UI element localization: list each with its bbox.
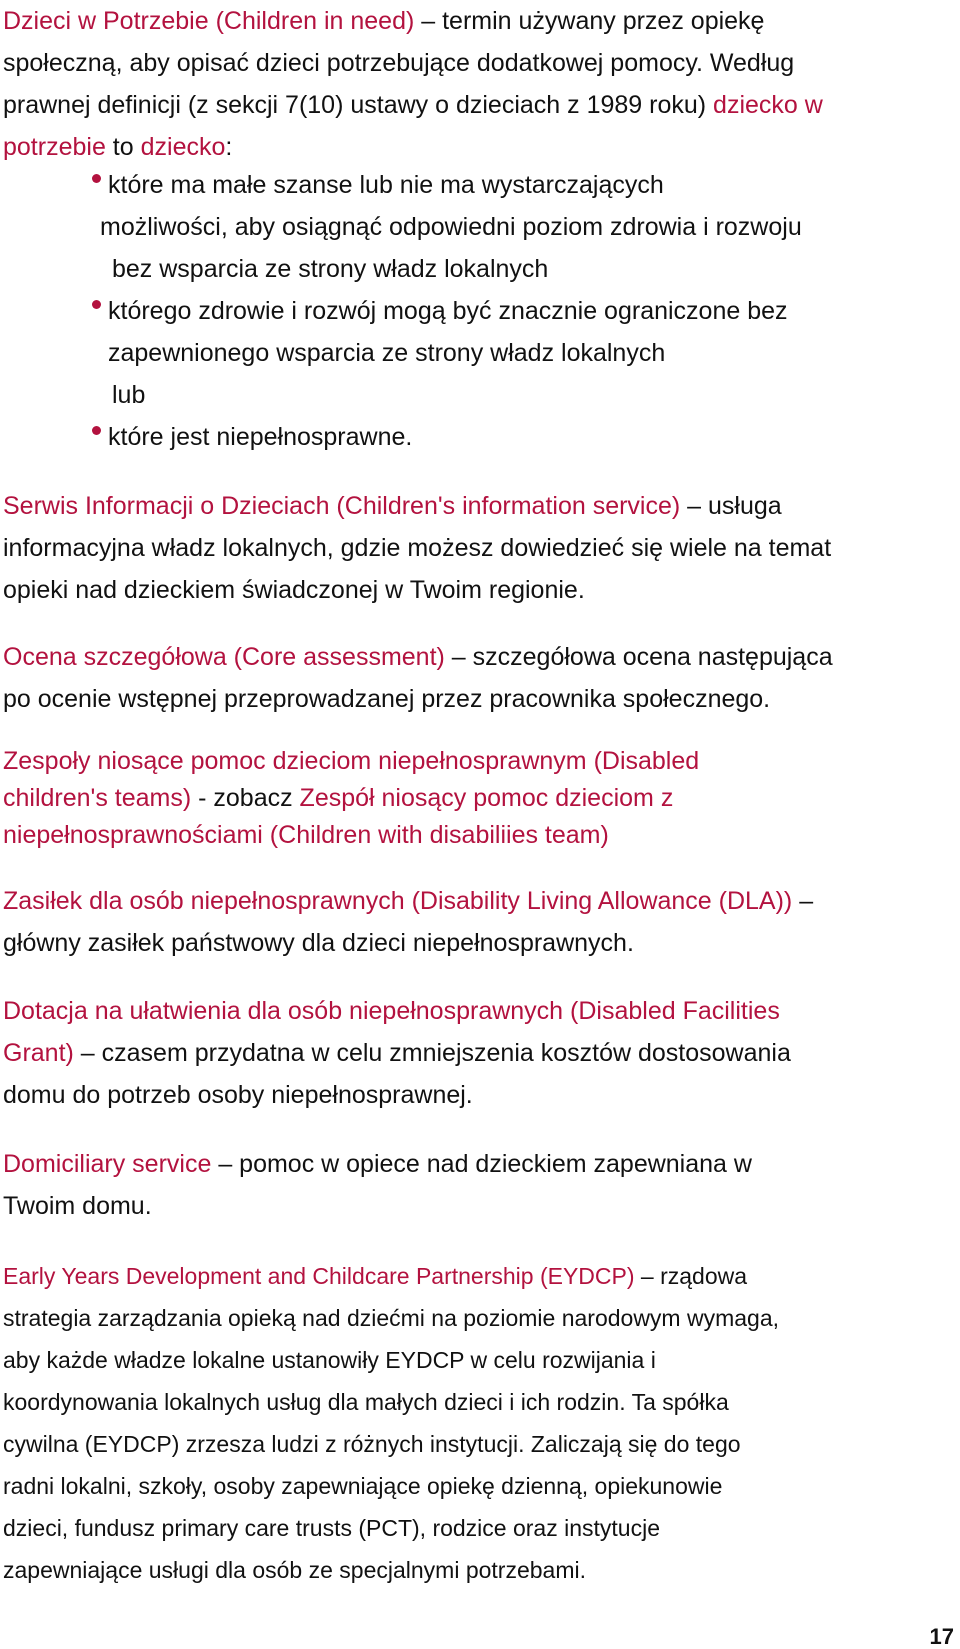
glossary-entry-information-service <box>3 485 948 611</box>
definition-text: informacyjna władz lokalnych, gdzie możesz dowiedzieć się wiele na temat <box>3 534 832 562</box>
glossary-term-reference: potrzebie <box>3 133 106 161</box>
bullet-text: które jest niepełnosprawne. <box>108 423 413 451</box>
entry-line <box>3 0 948 42</box>
definition-text: Twoim domu. <box>3 1192 152 1220</box>
glossary-term-reference: dziecko w <box>713 91 823 119</box>
glossary-term: children's teams) <box>3 784 192 812</box>
definition-text: domu do potrzeb osoby niepełnosprawnej. <box>3 1081 473 1109</box>
entry-line <box>3 780 948 817</box>
bullet-item <box>92 164 942 206</box>
bullet-item <box>92 290 942 332</box>
glossary-entry-disabled-teams <box>3 743 948 854</box>
definition-text: – usługa <box>680 492 782 520</box>
definition-text: radni lokalni, szkoły, osoby zapewniające opiekę dzienną, opiekunowie <box>3 1473 723 1499</box>
glossary-term: Domiciliary service <box>3 1150 212 1178</box>
definition-text: : <box>225 133 233 161</box>
bullet-icon <box>92 300 101 309</box>
glossary-term <box>3 990 948 1032</box>
definition-text: strategia zarządzania opieką nad dziećmi na poziomie narodowym wymaga, <box>3 1305 780 1331</box>
definition-text: dzieci, fundusz primary care trusts (PCT), rodzice oraz instytucje <box>3 1515 660 1541</box>
bullet-text: bez wsparcia ze strony władz lokalnych <box>112 255 549 283</box>
bullet-text: które ma małe szanse lub nie ma wystarczających <box>108 171 664 199</box>
entry-line <box>3 1143 948 1185</box>
glossary-entry-children-in-need <box>3 0 948 168</box>
bullet-text: zapewnionego wsparcia ze strony władz lokalnych <box>108 339 666 367</box>
definition-text: aby każde władze lokalne ustanowiły EYDCP w celu rozwijania i <box>3 1347 656 1373</box>
glossary-term-text: Zespoły niosące pomoc dzieciom niepełnosprawnym (Disabled <box>3 747 700 775</box>
definition-text: to <box>105 133 141 161</box>
bullet-text: którego zdrowie i rozwój mogą być znacznie ograniczone bez <box>108 297 788 325</box>
definition-text: - zobacz <box>191 784 300 812</box>
entry-line <box>3 1032 948 1074</box>
bullet-text: lub <box>112 381 146 409</box>
glossary-term: Early Years Development and Childcare Partnership (EYDCP) <box>3 1263 635 1289</box>
entry-line <box>3 636 948 678</box>
bullet-icon <box>92 174 101 183</box>
page-number: 17 <box>929 1624 954 1649</box>
definition-text: opieki nad dzieckiem świadczonej w Twoim regionie. <box>3 576 585 604</box>
glossary-term: Dzieci w Potrzebie (Children in need) <box>3 7 415 35</box>
entry-line <box>3 880 948 922</box>
entry-line <box>3 485 948 527</box>
definition-text: cywilna (EYDCP) zrzesza ludzi z różnych instytucji. Zaliczają się do tego <box>3 1431 741 1457</box>
glossary-entry-eydcp <box>3 1255 948 1591</box>
glossary-term: Zasiłek dla osób niepełnosprawnych (Disability Living Allowance (DLA)) <box>3 887 793 915</box>
entry-line <box>3 126 948 168</box>
glossary-term-reference <box>3 817 948 854</box>
glossary-entry-dfg <box>3 990 948 1116</box>
definition-text: koordynowania lokalnych usług dla małych dzieci i ich rodzin. Ta spółka <box>3 1389 729 1415</box>
glossary-term-text: niepełnosprawnościami (Children with disabiliies team) <box>3 821 609 849</box>
definition-text: prawnej definicji (z sekcji 7(10) ustawy o dzieciach z 1989 roku) <box>3 91 714 119</box>
definition-text: – szczegółowa ocena następująca <box>444 643 833 671</box>
definition-text: – rządowa <box>634 1263 748 1289</box>
definition-text: społeczną, aby opisać dzieci potrzebujące dodatkowej pomocy. Według <box>3 49 795 77</box>
definition-text: – <box>792 887 814 915</box>
glossary-entry-dla <box>3 880 948 964</box>
bullet-item <box>92 416 942 458</box>
definition-text: po ocenie wstępnej przeprowadzanej przez pracownika społecznego. <box>3 685 771 713</box>
glossary-term-text: Dotacja na ułatwienia dla osób niepełnosprawnych (Disabled Facilities <box>3 997 780 1025</box>
bullet-list <box>92 164 942 458</box>
definition-text: główny zasiłek państwowy dla dzieci niepełnosprawnych. <box>3 929 634 957</box>
entry-line <box>3 1255 948 1297</box>
glossary-term-reference: Zespół niosący pomoc dzieciom z <box>299 784 674 812</box>
bullet-text: możliwości, aby osiągnąć odpowiedni poziom zdrowia i rozwoju <box>100 213 802 241</box>
glossary-entry-core-assessment <box>3 636 948 720</box>
definition-text: – pomoc w opiece nad dzieckiem zapewniana w <box>211 1150 752 1178</box>
glossary-term: Serwis Informacji o Dzieciach (Children's information service) <box>3 492 681 520</box>
entry-line <box>3 84 948 126</box>
glossary-term: Grant) <box>3 1039 74 1067</box>
glossary-term <box>3 743 948 780</box>
definition-text: zapewniające usługi dla osób ze specjalnymi potrzebami. <box>3 1557 586 1583</box>
definition-text: – czasem przydatna w celu zmniejszenia kosztów dostosowania <box>73 1039 791 1067</box>
glossary-entry-domiciliary <box>3 1143 948 1227</box>
glossary-term-reference: dziecko <box>140 133 226 161</box>
definition-text: – termin używany przez opiekę <box>414 7 765 35</box>
bullet-icon <box>92 426 101 435</box>
glossary-term: Ocena szczegółowa (Core assessment) <box>3 643 445 671</box>
